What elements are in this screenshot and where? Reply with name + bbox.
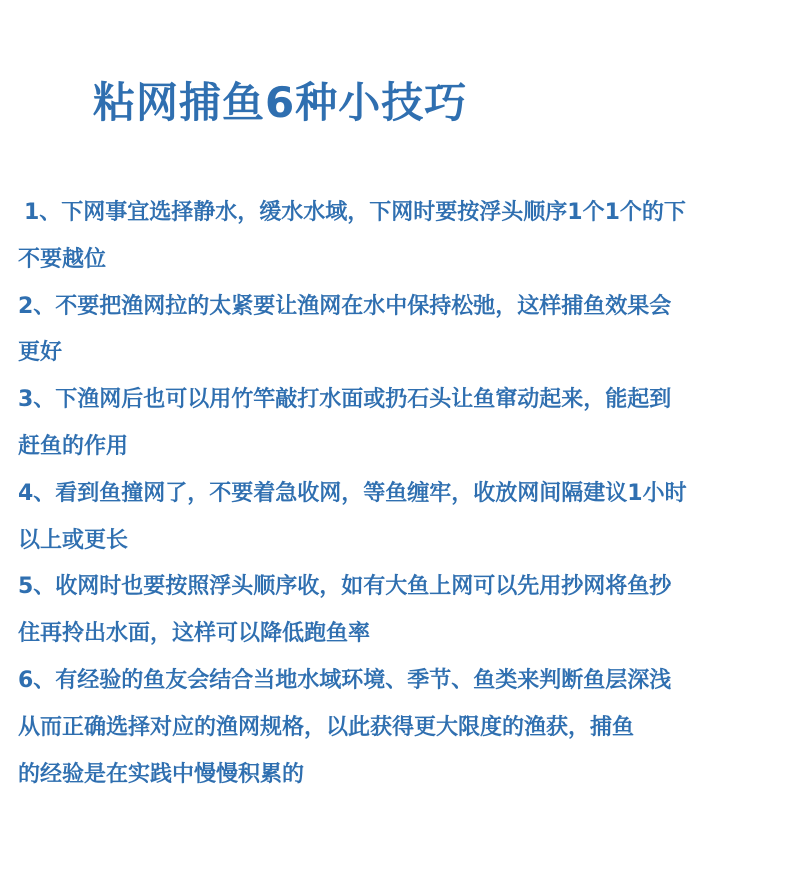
tip-line: 以上或更长: [18, 527, 129, 553]
tip-line: 4、看到鱼撞网了，不要着急收网，等鱼缠牢，收放网间隔建议1小时: [18, 480, 687, 506]
tip-line: 的经验是在实践中慢慢积累的: [18, 761, 305, 787]
tip-line: 住再拎出水面，这样可以降低跑鱼率: [18, 621, 371, 647]
page-title: 粘网捕鱼6种小技巧: [93, 78, 468, 127]
tips-list: [18, 190, 778, 798]
tip-line: 从而正确选择对应的渔网规格，以此获得更大限度的渔获，捕鱼: [18, 714, 635, 740]
tip-line: 更好: [18, 340, 63, 366]
tip-line: 6、有经验的鱼友会结合当地水域环境、季节、鱼类来判断鱼层深浅: [18, 667, 672, 693]
tip-item-2: [18, 284, 778, 378]
tip-line: 5、收网时也要按照浮头顺序收，如有大鱼上网可以先用抄网将鱼抄: [18, 574, 672, 600]
tip-item-1: [18, 190, 778, 284]
tip-line: 2、不要把渔网拉的太紧要让渔网在水中保持松弛，这样捕鱼效果会: [18, 293, 672, 319]
tip-line: 赶鱼的作用: [18, 433, 129, 459]
tip-item-3: [18, 377, 778, 471]
tip-item-5: [18, 564, 778, 658]
tip-line: 不要越位: [18, 246, 107, 272]
tip-item-4: [18, 471, 778, 565]
tip-item-6: [18, 658, 778, 798]
tip-line: 1、下网事宜选择静水，缓水水域，下网时要按浮头顺序1个1个的下: [24, 200, 686, 225]
tip-line: 3、下渔网后也可以用竹竿敲打水面或扔石头让鱼窜动起来，能起到: [18, 387, 672, 413]
